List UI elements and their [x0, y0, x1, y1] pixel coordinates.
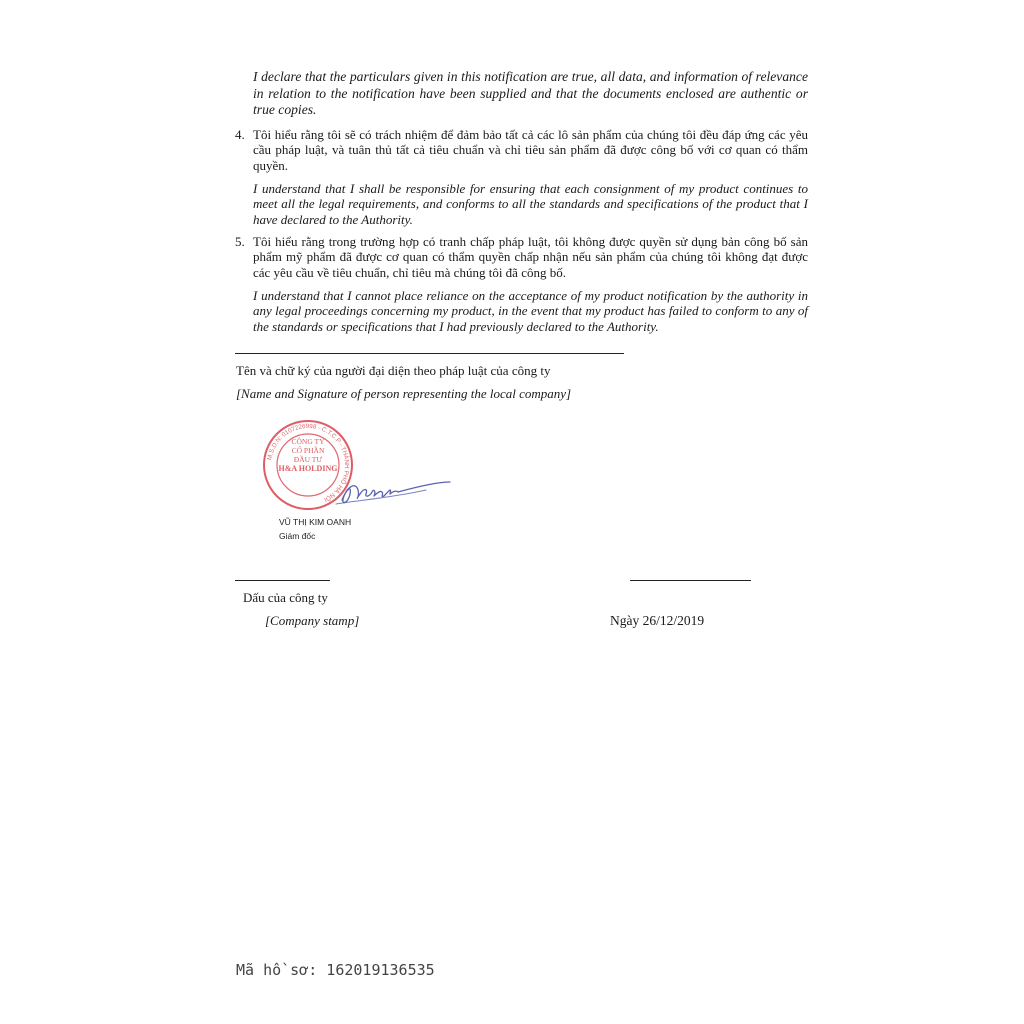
item-5-vi: Tôi hiểu rằng trong trường hợp có tranh chấp pháp luật, tôi không được quyền sử dụng bản công bố sản phẩm mỹ phẩm đã được cơ quan có thẩm quyền chấp nhận nếu sản phẩm của chúng tôi không đạt được các yêu cầu về tiêu chuẩn, chỉ tiêu mà chúng tôi đã công bố. — [253, 234, 808, 280]
document-date: Ngày 26/12/2019 — [610, 613, 705, 628]
seal-line-1: CÔNG TY — [291, 437, 325, 446]
seal-ring-text: M.S.D.N: 0107226998 - C.T.C.P - THÀNH PHỐ HÀ NỘI — [266, 422, 351, 503]
seal-line-4: H&A HOLDING — [278, 464, 338, 473]
declaration-closing-en: I declare that the particulars given in this notification are true, all data, and information of relevance in relation to the notification have been supplied and that the documents enclosed are authentic or true copies. — [253, 69, 808, 117]
item-5-en: I understand that I cannot place reliance on the acceptance of my product notification by the authority in any legal proceedings concerning my product, in the event that my product has failed to conform to any of the standards or specifications that I had previously declared to the Authority. — [253, 288, 808, 334]
item-number-4: 4. — [235, 127, 245, 142]
item-number-5: 5. — [235, 234, 245, 249]
date-line — [630, 580, 751, 581]
handwritten-signature — [330, 470, 455, 510]
signer-title: Giám đốc — [279, 531, 316, 541]
seal-line-2: CỔ PHẦN — [291, 446, 325, 455]
signer-name: VŨ THỊ KIM OANH — [279, 517, 352, 527]
item-4-en: I understand that I shall be responsible for ensuring that each consignment of my product continues to meet all the legal requirements, and conforms to all the standards and specifications of the product that I have declared to the Authority. — [253, 181, 808, 227]
company-stamp-label-vi: Dấu của công ty — [243, 590, 328, 605]
signature-label-en: [Name and Signature of person representing the local company] — [236, 386, 572, 401]
signature-label-vi: Tên và chữ ký của người đại diện theo pháp luật của công ty — [236, 363, 551, 378]
item-4-vi: Tôi hiểu rằng tôi sẽ có trách nhiệm để đảm bảo tất cả các lô sản phẩm của chúng tôi đều đáp ứng các yêu cầu pháp luật, và tuân thủ tất cả tiêu chuẩn và chỉ tiêu sản phẩm đã được công bố với cơ quan có thẩm quyền. — [253, 127, 808, 173]
company-stamp-label-en: [Company stamp] — [265, 613, 360, 628]
company-stamp-line — [235, 580, 330, 581]
record-id: Mã hồ sơ: 162019136535 — [236, 961, 435, 979]
signature-line — [235, 353, 624, 354]
seal-line-3: ĐẦU TƯ — [293, 455, 323, 464]
